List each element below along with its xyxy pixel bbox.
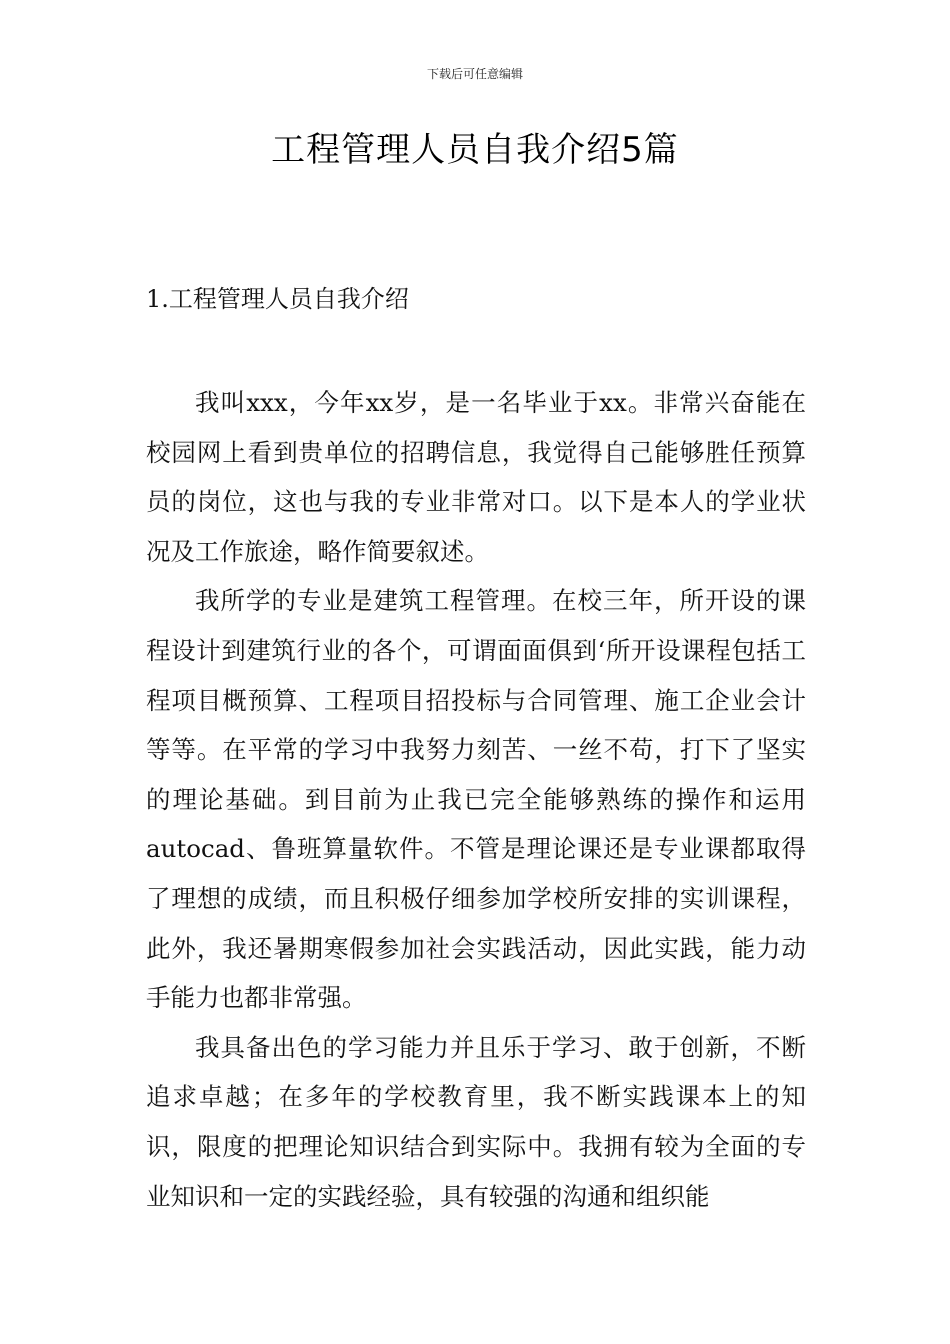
paragraph: 我叫xxx，今年xx岁，是一名毕业于xx。非常兴奋能在校园网上看到贵单位的招聘信息，我觉得自己能够胜任预算员的岗位，这也与我的专业非常对口。以下是本人的学业状况及工作旅途，略作简要叙述。 xyxy=(146,388,806,566)
header-note: 下载后可任意编辑 xyxy=(426,67,523,81)
body-text xyxy=(146,378,806,1221)
paragraph: 我所学的专业是建筑工程管理。在校三年，所开设的课程设计到建筑行业的各个，可谓面面俱到‘所开设课程包括工程项目概预算、工程项目招投标与合同管理、施工企业会计等等。在平常的学习中我努力刻苦、一丝不苟，打下了坚实的理论基础。到目前为止我已完全能够熟练的操作和运用autocad、鲁班算量软件。不管是理论课还是专业课都取得了理想的成绩，而且积极仔细参加学校所安排的实训课程，此外，我还暑期寒假参加社会实践活动，因此实践，能力动手能力也都非常强。 xyxy=(146,586,806,1013)
paragraph: 我具备出色的学习能力并且乐于学习、敢于创新，不断追求卓越；在多年的学校教育里，我不断实践课本上的知识，限度的把理论知识结合到实际中。我拥有较为全面的专业知识和一定的实践经验，具有较强的沟通和组织能 xyxy=(146,1032,806,1211)
document-title: 工程管理人员自我介绍5篇 xyxy=(271,130,679,170)
section-heading: 1.工程管理人员自我介绍 xyxy=(146,285,409,313)
